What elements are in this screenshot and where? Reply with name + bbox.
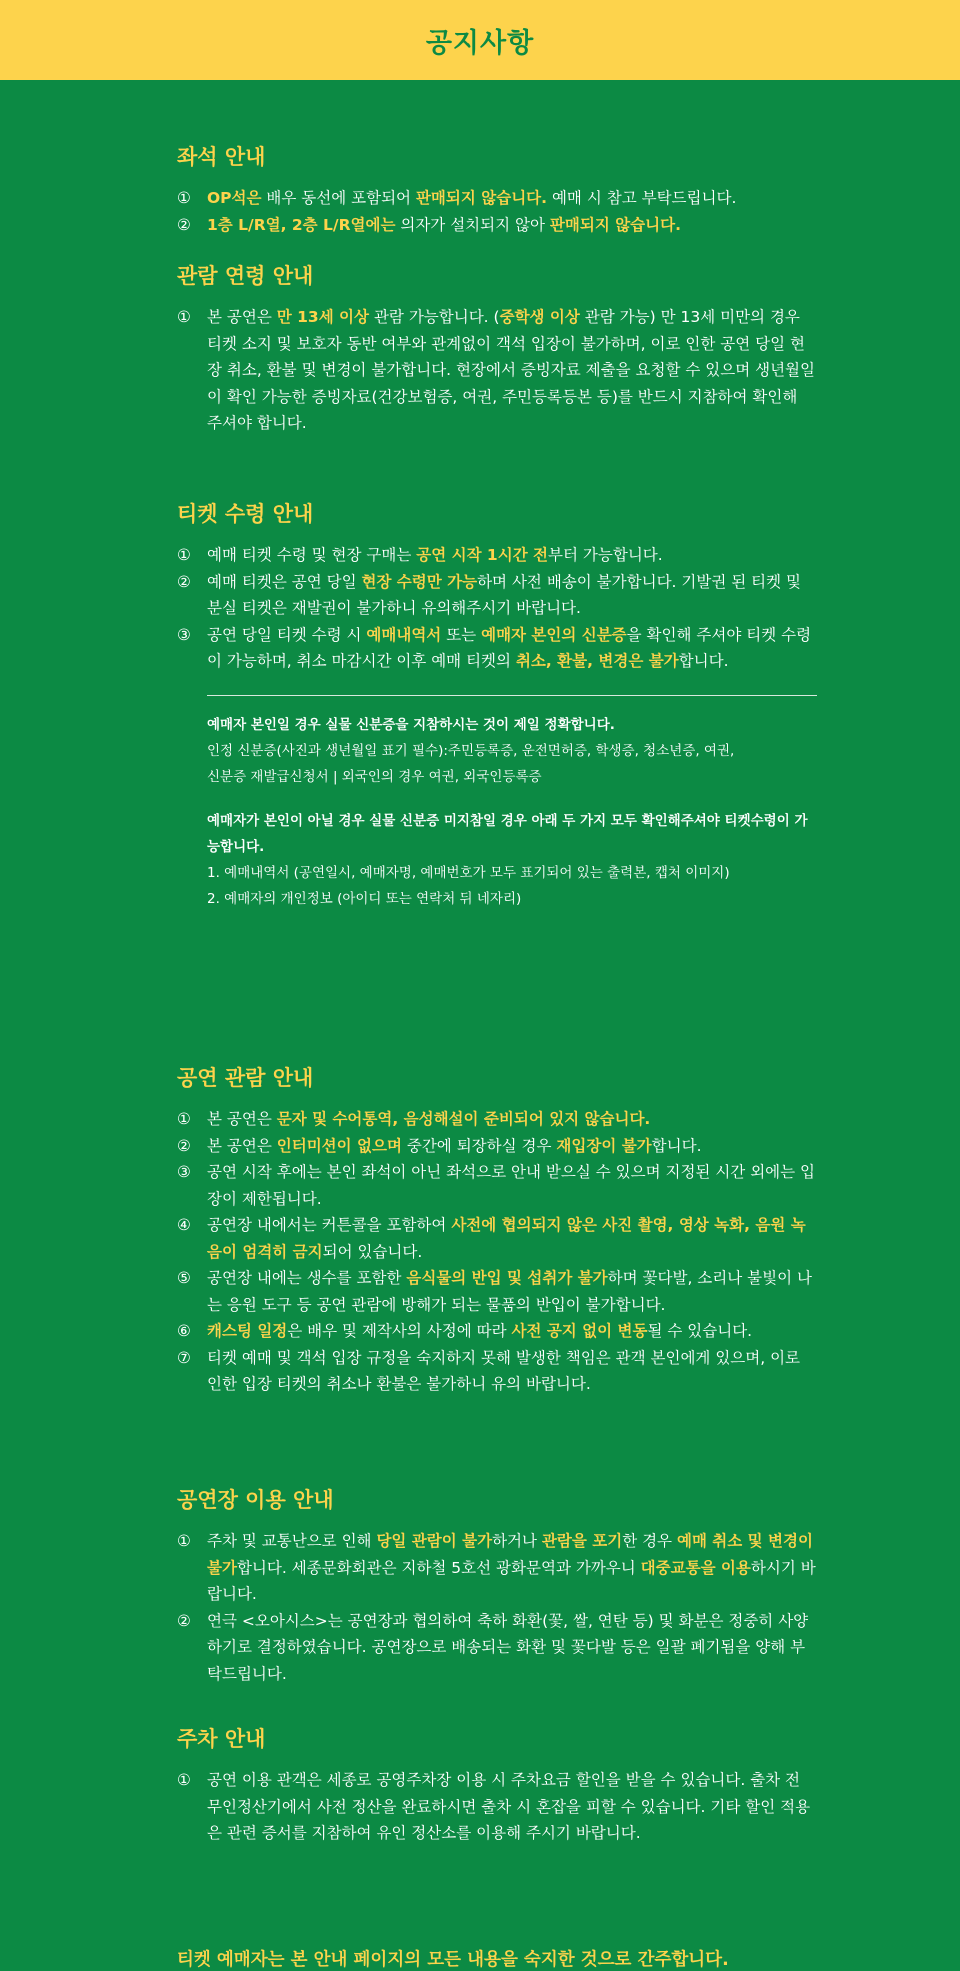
- list-item: [177, 1528, 817, 1608]
- body-text: 합니다. 세종문화회관은 지하철 5호선 광화문역과 가까우니: [236, 1558, 641, 1577]
- highlight-text: 문자 및 수어통역, 음성해설이 준비되어 있지 않습니다.: [276, 1110, 651, 1128]
- body-text: 하시기 바랍니다.: [207, 1558, 816, 1603]
- body-text: 배우 동선에 포함되어: [261, 189, 416, 207]
- list-item: [177, 212, 817, 239]
- item-text: [207, 1212, 817, 1265]
- section-seat-info: [177, 143, 817, 238]
- box-line: 신분증 재발급신청서 | 외국인의 경우 여권, 외국인등록증: [207, 768, 542, 785]
- body-text: 관람 가능) 만 13세 미만의 경우 티켓 소지 및 보호자 동반 여부와 관계없이 객석 입장이 불가하며, 이로 인한 공연 당일 현장 취소, 환불 및 변경이 불가합니다. 현장에서 증빙자료 제출을 요청할 수 있으며 생년월일이 확인 가능한 증빙자료(건강보험증, 여권, 주민등록등본 등)를 반드시 지참하여 확인해 주셔야 합니다.: [207, 308, 816, 432]
- item-number: ①: [177, 1110, 191, 1128]
- item-text: [207, 1159, 817, 1212]
- list-item: [177, 1318, 817, 1345]
- item-number: ②: [177, 1611, 191, 1630]
- box-line: 2. 예매자의 개인정보 (아이디 또는 연락처 뒤 네자리): [207, 890, 522, 907]
- list-item: [177, 1767, 817, 1847]
- body-text: 합니다.: [651, 1136, 702, 1155]
- highlight-text: 공연 시작 1시간 전: [416, 546, 549, 564]
- item-text: [207, 542, 817, 569]
- highlight-text: 재입장이 불가: [556, 1136, 652, 1155]
- body-text: 티켓 예매 및 객석 입장 규정을 숙지하지 못해 발생한 책임은 관객 본인에게 있으며, 이로 인한 입장 티켓의 취소나 환불은 불가하니 유의 바랍니다.: [207, 1348, 801, 1393]
- section-parking-info: [177, 1725, 817, 1847]
- body-text: 관람 가능합니다. (: [369, 308, 500, 326]
- box-title: 예매자 본인일 경우 실물 신분증을 지참하시는 것이 제일 정확합니다.: [207, 716, 615, 733]
- body-text: 예매 시 참고 부탁드립니다.: [547, 189, 737, 207]
- highlight-text: 취소, 환불, 변경은 불가: [515, 652, 679, 670]
- section-venue-info: [177, 1486, 817, 1687]
- item-text: [207, 1608, 817, 1688]
- body-text: 한 경우: [622, 1532, 677, 1550]
- item-text: [207, 1528, 817, 1608]
- highlight-text: 관람을 포기: [541, 1532, 623, 1550]
- spacer: [207, 790, 817, 808]
- body-text: 연극 <오아시스>는 공연장과 협의하여 축하 화환(꽃, 쌀, 연탄 등) 및 화분은 정중히 사양하기로 결정하였습니다. 공연장으로 배송되는 화환 및 꽃다발 등은 일괄 폐기됨을 양해 부탁드립니다.: [207, 1611, 809, 1683]
- highlight-text: 중학생 이상: [499, 308, 580, 326]
- highlight-text: 판매되지 않습니다.: [415, 189, 548, 207]
- section-title: 관람 연령 안내: [177, 264, 314, 288]
- highlight-text: 예매 취소 및 변경이 불가: [207, 1532, 813, 1577]
- body-text: 예매 티켓은 공연 당일: [207, 572, 362, 591]
- item-text: [207, 304, 817, 437]
- highlight-text: 사전 공지 없이 변동: [511, 1322, 648, 1340]
- highlight-text: 만 13세 이상: [276, 308, 370, 326]
- list-item: [177, 1212, 817, 1265]
- body-text: 공연장 내에는 생수를 포함한: [207, 1269, 407, 1287]
- item-text: [207, 1106, 817, 1133]
- box-line: 인정 신분증(사진과 생년월일 표기 필수):주민등록증, 운전면허증, 학생증, 청소년증, 여권,: [207, 742, 735, 759]
- item-text: [207, 569, 817, 622]
- body-text: 의자가 설치되지 않아: [395, 215, 550, 234]
- body-text: 공연 당일 티켓 수령 시: [207, 625, 367, 644]
- item-text: [207, 1345, 817, 1398]
- section-title: 좌석 안내: [177, 145, 266, 169]
- notice-content: [177, 80, 816, 1970]
- body-text: 합니다.: [678, 652, 729, 670]
- item-number: ④: [177, 1216, 191, 1234]
- item-number: ①: [177, 1532, 191, 1550]
- item-text: [207, 622, 817, 675]
- list-item: [177, 1133, 817, 1160]
- highlight-text: 현장 수령만 가능: [361, 572, 478, 591]
- section-title: 공연장 이용 안내: [177, 1488, 334, 1512]
- body-text: 될 수 있습니다.: [647, 1322, 753, 1340]
- list-item: [177, 542, 817, 569]
- highlight-text: 인터미션이 없으며: [276, 1136, 402, 1155]
- list-item: [177, 622, 817, 675]
- body-text: 본 공연은: [207, 308, 277, 326]
- section-title: 티켓 수령 안내: [177, 502, 314, 526]
- body-text: 본 공연은: [207, 1136, 277, 1155]
- section-title: 공연 관람 안내: [177, 1066, 314, 1090]
- highlight-text: 사전에 협의되지 않은 사진 촬영, 영상 녹화, 음원 녹음이 엄격히 금지: [207, 1216, 806, 1261]
- section-viewing-info: [177, 1064, 817, 1398]
- body-text: 공연 시작 후에는 본인 좌석이 아닌 좌석으로 안내 받으실 수 있으며 지정된 시간 외에는 입장이 제한됩니다.: [207, 1163, 816, 1208]
- item-number: ②: [177, 215, 191, 234]
- body-text: 공연 이용 관객은 세종로 공영주차장 이용 시 주차요금 할인을 받을 수 있습니다. 출차 전 무인정산기에서 사전 정산을 완료하시면 출차 시 혼잡을 피할 수 있습니다. 기타 할인 적용은 관련 증서를 지참하여 유인 정산소를 이용해 주시기 바랍니다.: [207, 1771, 811, 1842]
- highlight-text: 대중교통을 이용: [640, 1558, 751, 1577]
- item-text: [207, 1318, 817, 1345]
- item-text: [207, 1265, 817, 1318]
- page-title: 공지사항: [425, 27, 535, 59]
- item-text: [207, 185, 817, 212]
- highlight-text: 예매자 본인의 신분증: [481, 625, 627, 644]
- body-text: 하며 사전 배송이 불가합니다. 기발권 된 티켓 및 분실 티켓은 재발권이 불가하니 유의해주시기 바랍니다.: [207, 572, 801, 617]
- item-number: ①: [177, 308, 191, 326]
- section-age-info: [177, 262, 817, 437]
- highlight-text: 당일 관람이 불가: [376, 1532, 493, 1550]
- item-text: [207, 1767, 817, 1847]
- list-item: [177, 1345, 817, 1398]
- item-number: ①: [177, 546, 191, 564]
- list-item: [177, 569, 817, 622]
- item-number: ①: [177, 1771, 191, 1789]
- body-text: 공연장 내에서는 커튼콜을 포함하여: [207, 1216, 452, 1234]
- notice-header: [0, 0, 960, 80]
- box-title: 예매자가 본인이 아닐 경우 실물 신분증 미지참일 경우 아래 두 가지 모두 확인해주셔야 티켓수령이 가능합니다.: [207, 812, 808, 855]
- body-text: 또는: [441, 625, 482, 644]
- item-text: [207, 1133, 817, 1160]
- item-number: ③: [177, 1163, 191, 1181]
- list-item: [177, 1608, 817, 1688]
- body-text: 중간에 퇴장하실 경우: [401, 1136, 557, 1155]
- highlight-text: OP석은: [207, 189, 262, 207]
- item-number: ⑤: [177, 1269, 191, 1287]
- list-item: [177, 185, 817, 212]
- body-text: 을 확인해 주셔야 티켓 수령이 가능하며, 취소 마감시간 이후 예매 티켓의: [207, 625, 812, 670]
- section-ticket-info: [177, 500, 817, 912]
- list-item: [177, 1265, 817, 1318]
- highlight-text: 1층 L/R열, 2층 L/R열에는: [207, 215, 396, 234]
- body-text: 부터 가능합니다.: [548, 546, 663, 564]
- highlight-text: 예매내역서: [366, 625, 442, 644]
- section-title: 주차 안내: [177, 1727, 266, 1751]
- list-item: [177, 1159, 817, 1212]
- body-text: 하거나: [492, 1532, 542, 1550]
- item-text: [207, 212, 817, 239]
- box-line: 1. 예매내역서 (공연일시, 예매자명, 예매번호가 모두 표기되어 있는 출력본, 캡처 이미지): [207, 864, 730, 881]
- id-requirement-box: [207, 695, 817, 912]
- footer-notice: 티켓 예매자는 본 안내 페이지의 모든 내용을 숙지한 것으로 간주합니다.: [177, 1950, 729, 1970]
- body-text: 예매 티켓 수령 및 현장 구매는: [207, 546, 417, 564]
- list-item: [177, 1106, 817, 1133]
- item-number: ③: [177, 625, 191, 644]
- item-number: ②: [177, 572, 191, 591]
- body-text: 본 공연은: [207, 1110, 277, 1128]
- list-item: [177, 304, 817, 437]
- item-number: ⑦: [177, 1348, 191, 1367]
- item-number: ①: [177, 189, 191, 207]
- item-number: ⑥: [177, 1322, 191, 1340]
- body-text: 주차 및 교통난으로 인해: [207, 1532, 377, 1550]
- highlight-text: 판매되지 않습니다.: [549, 215, 681, 234]
- body-text: 은 배우 및 제작사의 사정에 따라: [287, 1322, 512, 1340]
- highlight-text: 캐스팅 일정: [207, 1322, 288, 1340]
- highlight-text: 음식물의 반입 및 섭취가 불가: [406, 1269, 608, 1287]
- item-number: ②: [177, 1136, 191, 1155]
- body-text: 하며 꽃다발, 소리나 불빛이 나는 응원 도구 등 공연 관람에 방해가 되는 물품의 반입이 불가합니다.: [207, 1269, 812, 1314]
- body-text: 되어 있습니다.: [322, 1242, 423, 1261]
